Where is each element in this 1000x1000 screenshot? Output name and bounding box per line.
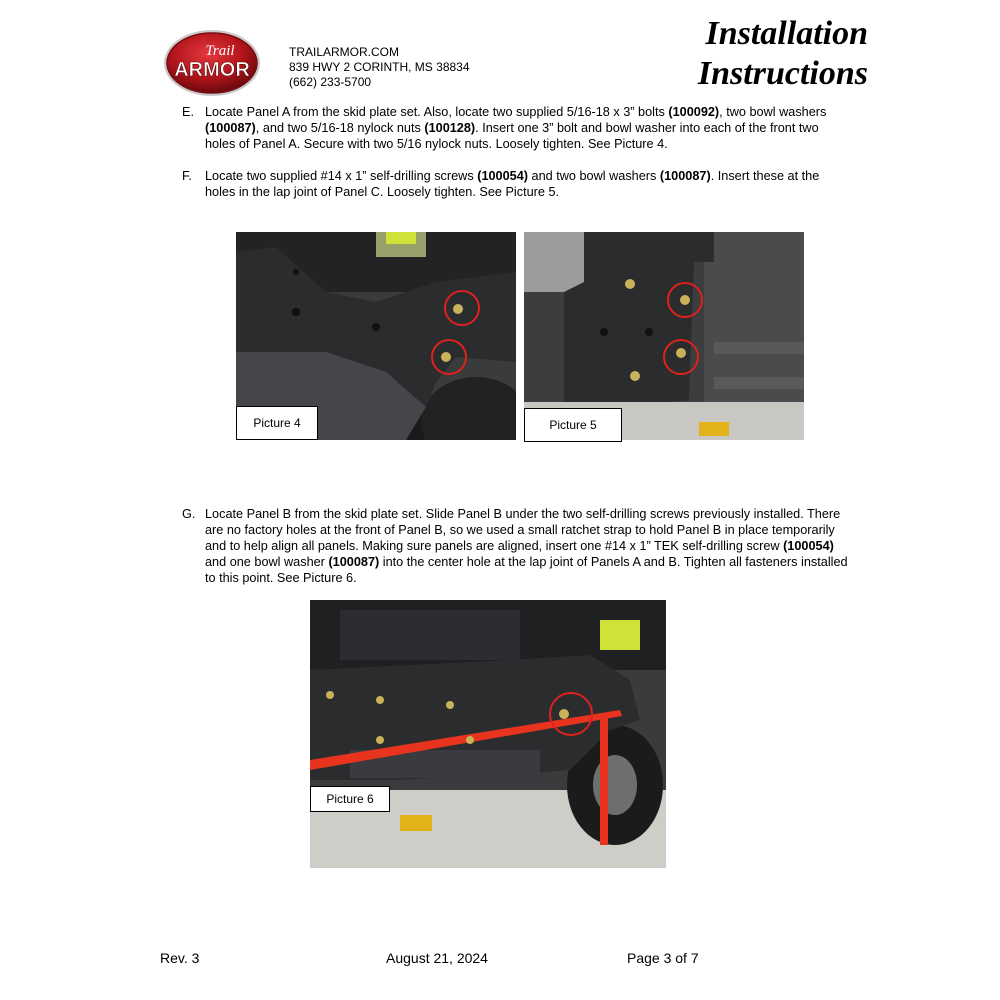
title-line-2: Instructions bbox=[697, 55, 868, 92]
trail-armor-logo bbox=[162, 28, 262, 98]
company-website: TRAILARMOR.COM bbox=[289, 45, 400, 59]
picture-6-caption: Picture 6 bbox=[310, 786, 390, 812]
step-letter: E. bbox=[182, 105, 194, 119]
step-text: Locate two supplied #14 x 1” self-drilling screws (100054) and two bowl washers (100087). Insert these at the holes in the lap joint of Panel C. Loosely tighten. See Picture 5. bbox=[205, 169, 820, 199]
footer-date: August 21, 2024 bbox=[386, 950, 488, 966]
document-title bbox=[698, 14, 868, 94]
step-letter: F. bbox=[182, 169, 192, 183]
picture-4-caption: Picture 4 bbox=[236, 406, 318, 440]
company-info bbox=[289, 45, 470, 90]
step-text: Locate Panel B from the skid plate set. Slide Panel B under the two self-drilling screws previously installed. There are no factory holes at the front of Panel B, so we used a small ratchet strap to hold Panel B in place temporarily and to help align all panels. Making sure panels are aligned, insert one #14 x 1” TEK self-drilling screw (100054) and one bowl washer (100087) into the center hole at the lap joint of Panels A and B. Tighten all fasteners installed to this point. See Picture 6. bbox=[205, 507, 848, 585]
logo-text-trail: Trail bbox=[205, 43, 235, 59]
logo-text-armor: ARMOR bbox=[174, 59, 250, 81]
title-line-1: Installation bbox=[705, 15, 868, 52]
company-phone: (662) 233-5700 bbox=[289, 75, 372, 89]
footer-page-number: Page 3 of 7 bbox=[627, 950, 699, 966]
footer-revision: Rev. 3 bbox=[160, 950, 200, 966]
step-text: Locate Panel A from the skid plate set. Also, locate two supplied 5/16-18 x 3” bolts (100092), two bowl washers (100087), and two 5/16-18 nylock nuts (100128). Insert one 3” bolt and bowl washer into each of the front two holes of Panel A. Secure with two 5/16 nylock nuts. Loosely tighten. See Picture 4. bbox=[205, 105, 827, 151]
step-e bbox=[182, 104, 852, 152]
step-f bbox=[182, 168, 852, 200]
picture-6-photo bbox=[310, 600, 666, 868]
company-address: 839 HWY 2 CORINTH, MS 38834 bbox=[289, 60, 470, 74]
picture-5-caption: Picture 5 bbox=[524, 408, 622, 442]
step-g bbox=[182, 506, 852, 586]
step-letter: G. bbox=[182, 507, 196, 521]
